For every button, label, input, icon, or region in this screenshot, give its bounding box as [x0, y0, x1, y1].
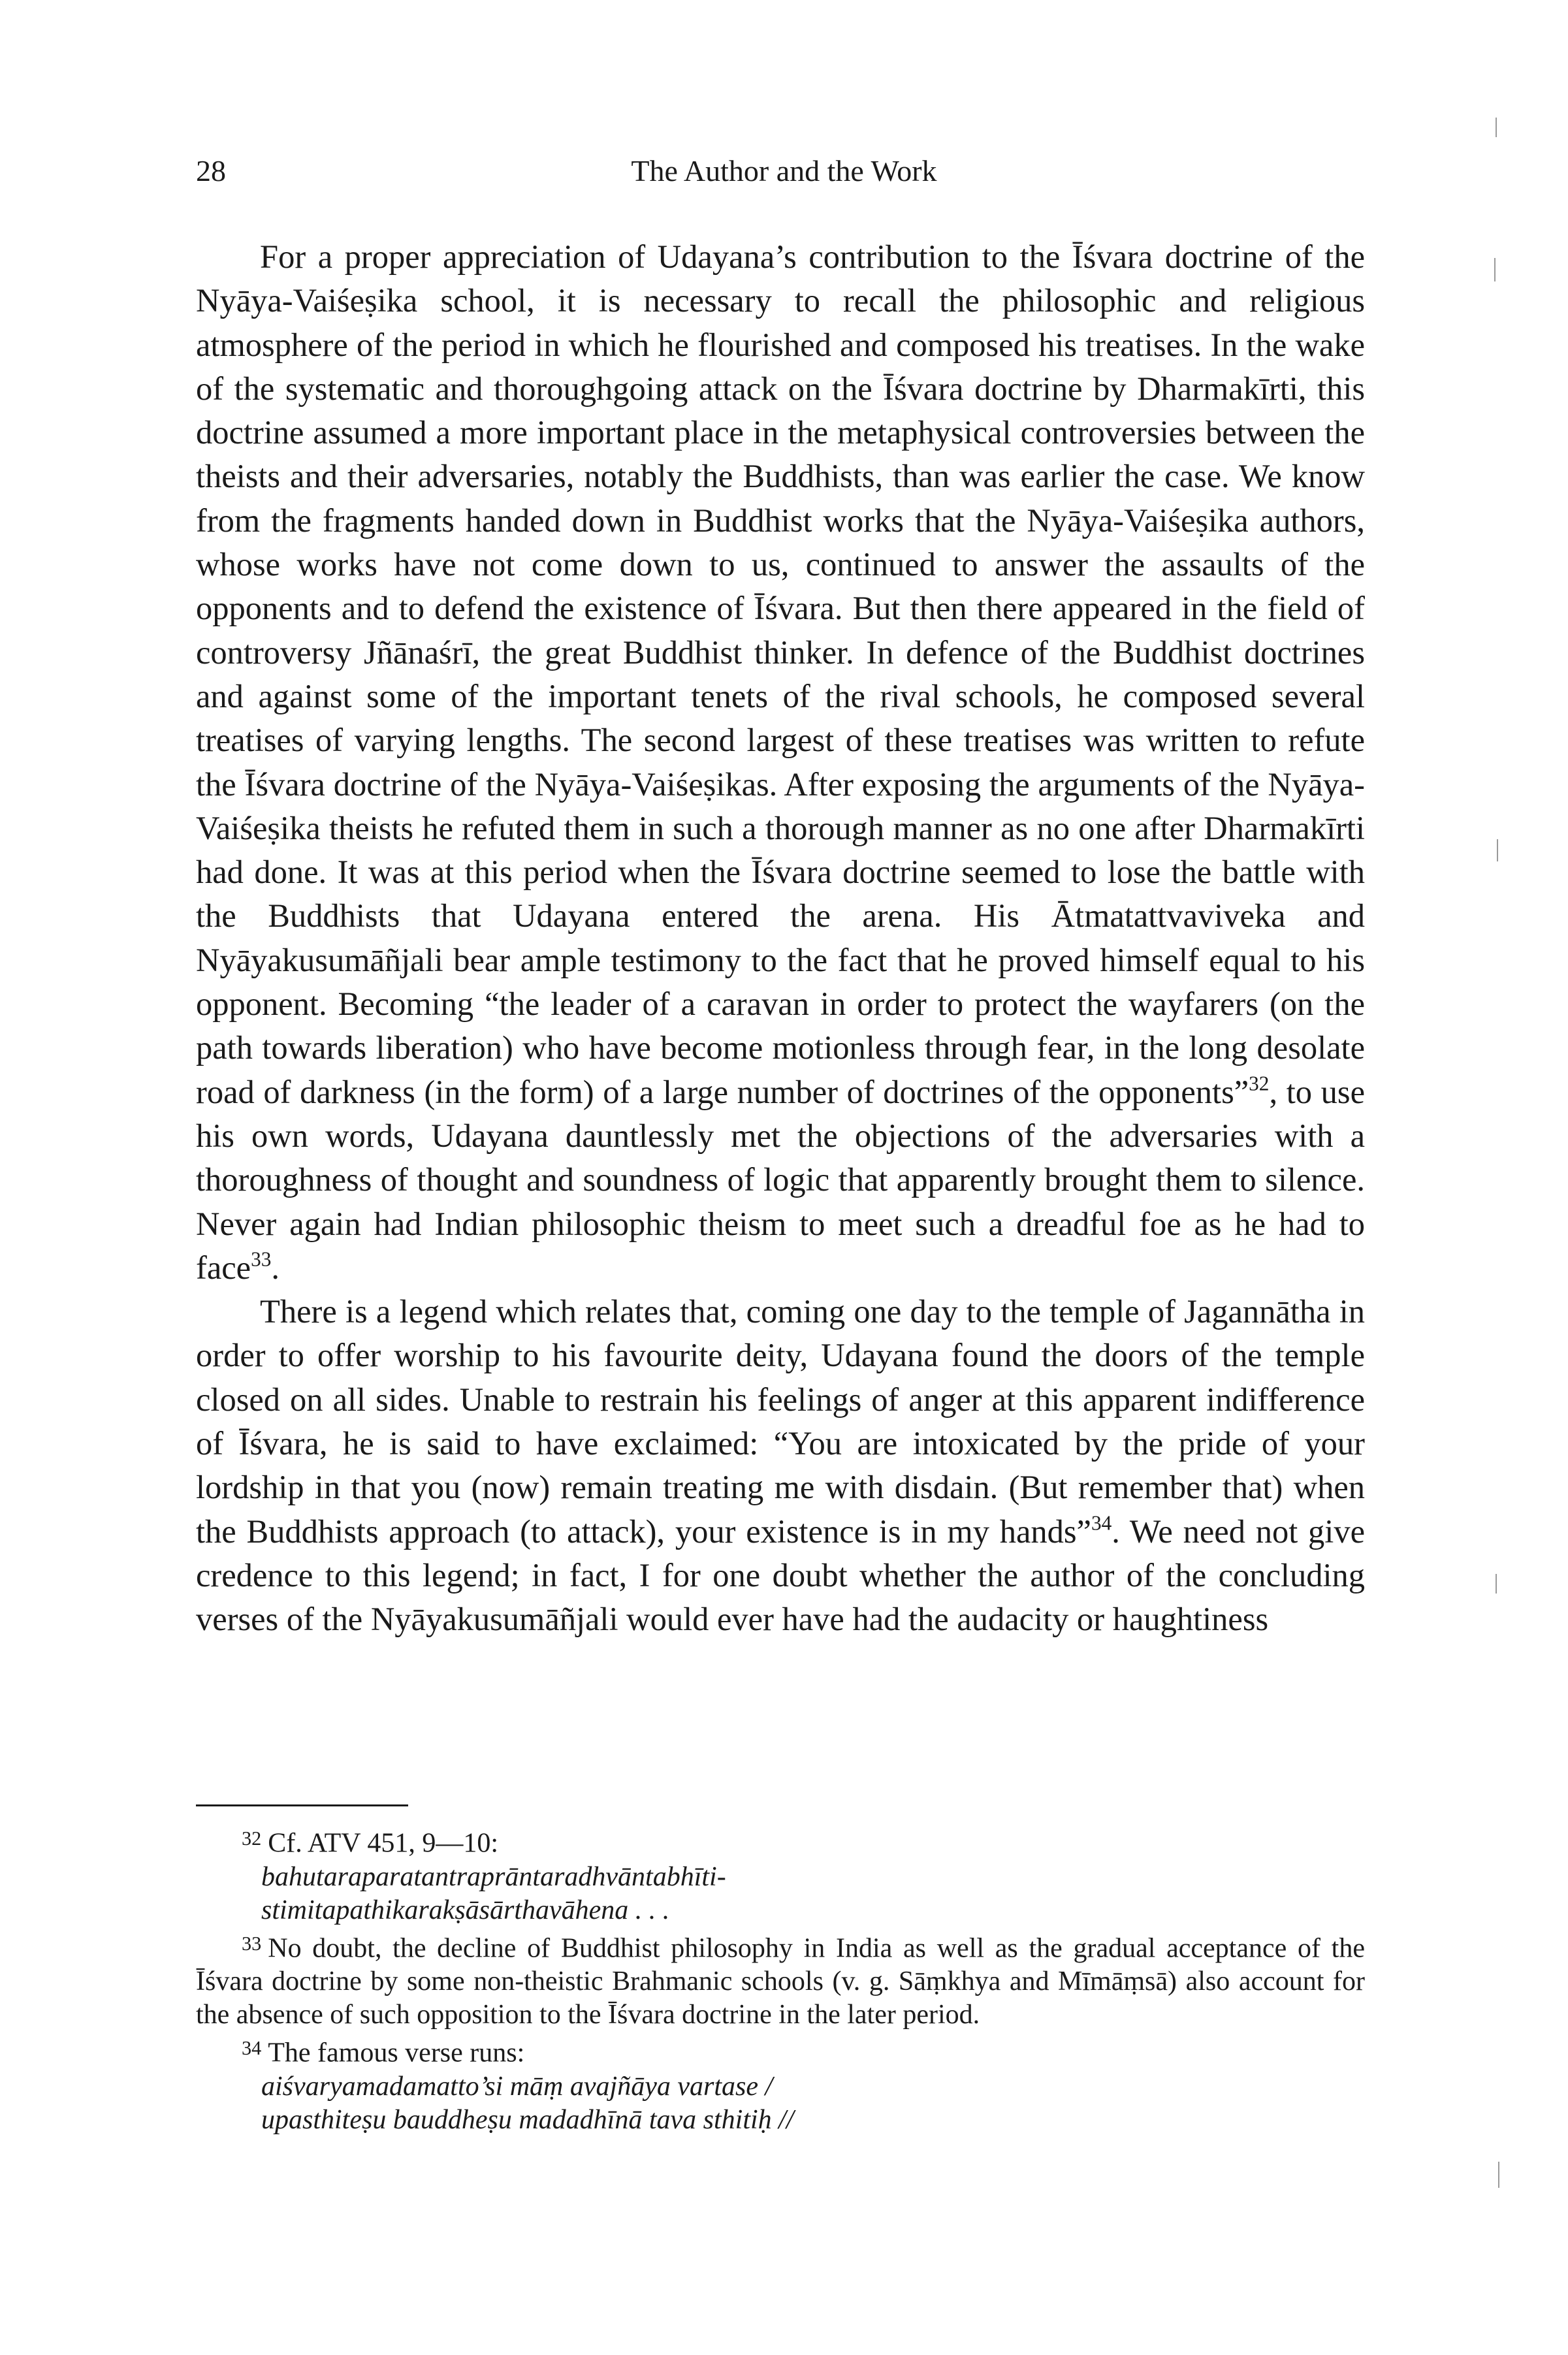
scan-artifact-5 [1498, 2162, 1499, 2188]
footnote-32-marker: 32 [242, 1827, 262, 1850]
scan-artifact-1 [1496, 118, 1497, 137]
footnote-34-verse-line-1: aiśvaryamadamatto’si māṃ avajñāya vartase / [261, 2071, 773, 2102]
footnote-34-text: The famous verse runs: [268, 2038, 525, 2068]
paragraph-1-text-c: . [271, 1249, 280, 1286]
footnote-ref-33: 33 [251, 1247, 272, 1271]
footnote-33 [196, 1927, 1365, 2032]
footnote-ref-32: 32 [1249, 1072, 1270, 1095]
paragraph-1-text-a: For a proper appreciation of Udayana’s contribution to the Īśvara doctrine of the Nyāya-Vaiśeṣika school, it is necessary to recall the philosophic and religious atmosphere of the period in which he flourished and composed his treatises. In the wake of the systematic and thoroughgoing attack on the Īśvara doctrine by Dharmakīrti, this doctrine assumed a more important place in the metaphysical controversies between the theists and their adversaries, notably the Buddhists, than was earlier the case. We know from the fragments handed down in Buddhist works that the Nyāya-Vaiśeṣika authors, whose works have not come down to us, continued to answer the assaults of the opponents and to defend the existence of Īśvara. But then there appeared in the field of controversy Jñānaśrī, the great Buddhist thinker. In defence of the Buddhist doctrines and against some of the important tenets of the rival schools, he composed several treatises of varying lengths. The second largest of these treatises was written to refute the Īśvara doctrine of the Nyāya-Vaiśeṣikas. After exposing the arguments of the Nyāya-Vaiśeṣika theists he refuted them in such a thorough manner as no one after Dharmakīrti had done. It was at this period when the Īśvara doctrine seemed to lose the battle with the Buddhists that Udayana entered the arena. His Ātmatattvaviveka and Nyāyakusumāñjali bear ample testimony to the fact that he proved himself equal to his opponent. Becoming “the leader of a caravan in order to protect the wayfarers (on the path towards liberation) who have become motionless through fear, in the long desolate road of darkness (in the form) of a large number of doctrines of the opponents” [196, 238, 1365, 1110]
footnote-34-marker: 34 [242, 2037, 262, 2060]
footnote-34 [196, 2032, 1365, 2070]
footnote-divider [196, 1804, 408, 1806]
main-text [196, 235, 1365, 1642]
footnote-32 [196, 1822, 1365, 1861]
paragraph-1 [196, 235, 1365, 1290]
paragraph-2-text-b: . We need not give credence to this legend; in fact, I for one doubt whether the author of the concluding verses of the Nyāyakusumāñjali would ever have had the audacity or haughtiness [196, 1513, 1365, 1638]
scan-artifact-4 [1496, 1574, 1497, 1594]
footnotes [196, 1822, 1365, 2137]
footnote-34-verse-line-2: upasthiteṣu bauddheṣu madadhīnā tava sthitiḥ // [261, 2104, 794, 2135]
footnote-32-quote-line-2: stimitapathikarakṣāsārthavāhena . . . [261, 1895, 670, 1925]
footnote-ref-34: 34 [1091, 1511, 1112, 1535]
running-title: The Author and the Work [631, 154, 937, 187]
footnote-32-text: Cf. ATV 451, 9—10: [268, 1828, 498, 1859]
scan-artifact-2 [1494, 258, 1496, 281]
footnote-32-quote-line-1: bahutaraparatantraprāntaradhvāntabhīti- [261, 1861, 726, 1892]
footnote-33-marker: 33 [242, 1932, 262, 1955]
paragraph-1-text-b: , to use his own words, Udayana dauntlessly met the objections of the adversaries with a thoroughness of thought and soundness of logic that apparently brought them to silence. Never again had Indian philosophic theism to meet such a dreadful foe as he had to face [196, 1073, 1365, 1286]
footnote-33-text: No doubt, the decline of Buddhist philosophy in India as well as the gradual acceptance of the Īśvara doctrine by some non-theistic Brahmanic schools (v. g. Sāṃkhya and Mīmāṃsā) also account for the absence of such opposition to the Īśvara doctrine in the later period. [196, 1933, 1365, 2030]
scan-artifact-3 [1497, 839, 1498, 861]
page-number: 28 [196, 154, 226, 187]
paragraph-2-text-a: There is a legend which relates that, coming one day to the temple of Jagannātha in order to offer worship to his favourite deity, Udayana found the doors of the temple closed on all sides. Unable to restrain his feelings of anger at this apparent indifference of Īśvara, he is said to have exclaimed: “You are intoxicated by the pride of your lordship in that you (now) remain treating me with disdain. (But remember that) when the Buddhists approach (to attack), your existence is in my hands” [196, 1293, 1365, 1550]
paragraph-2 [196, 1290, 1365, 1641]
